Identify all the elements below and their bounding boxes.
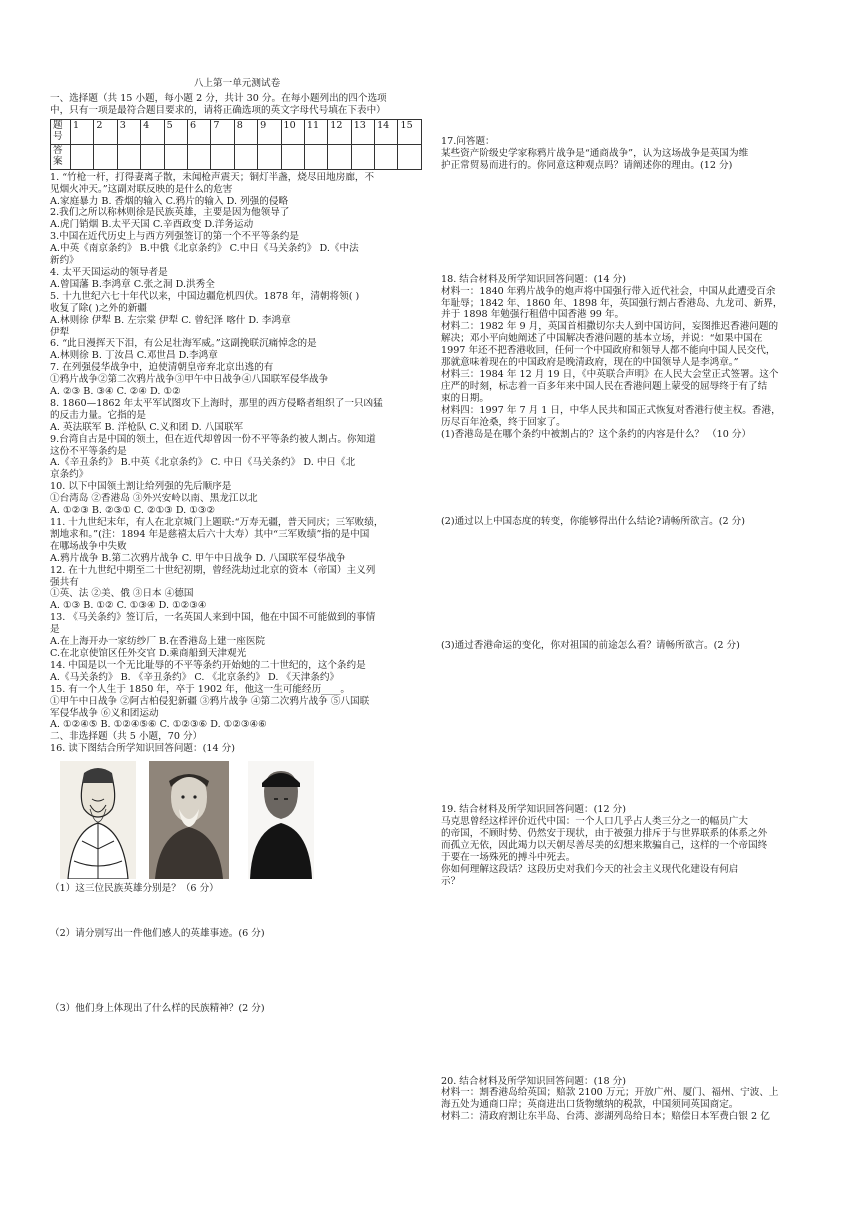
q20-line: 20. 结合材料及所学知识回答问题：(18 分) [441,1075,626,1087]
question-line: 15. 有一个人生于 1850 年，卒于 1902 年，他这一生可能经历____。 [50,683,350,695]
question-line: 7. 在列强侵华战争中，迫使清朝皇帝弃北京出逃的有 [50,362,274,374]
answer-cell[interactable] [304,144,327,169]
question-line: A.林则徐 B. 丁汝昌 C.邓世昌 D.李鸿章 [50,350,218,362]
question-line: 收复了除( )之外的新疆 [50,302,147,314]
question-line: A.家庭暴力 B. 香烟的输入 C.鸦片的输入 D. 列强的侵略 [50,195,289,207]
question-line: 6. “此日漫挥天下泪，有公足壮海军威。”这副挽联沉痛悼念的是 [50,338,317,350]
q16-part3: （3）他们身上体现出了什么样的民族精神？(2 分) [50,1002,265,1014]
answer-cell[interactable] [258,144,281,169]
question-line: 二、非选择题（共 5 小题，70 分） [50,731,203,743]
q18-line: 历尽百年沧桑，终于回家了。 [441,416,566,428]
answer-cell[interactable] [328,144,351,169]
q18-line: 年耻辱；1842 年、1860 年、1898 年，英国强行割占香港岛、九龙司、新界， [441,297,783,309]
table-cell: 6 [187,119,210,144]
table-cell: 4 [141,119,164,144]
question-line: A.《马关条约》 B. 《辛丑条约》 C. 《北京条约》 D. 《天津条约》 [50,671,340,683]
answer-cell[interactable] [187,144,210,169]
table-cell: 5 [164,119,187,144]
question-line: A. ②③ B. ③④ C. ②④ D. ①② [50,386,181,398]
q18-line: 并于 1898 年勉强行租借中国香港 99 年。 [441,309,625,321]
question-line: A.曾国藩 B.李鸿章 C.张之洞 D.洪秀全 [50,278,215,290]
question-line: ①台湾岛 ②香港岛 ③外兴安岭以南、黑龙江以北 [50,493,258,505]
table-cell: 12 [328,119,351,144]
table-cell: 13 [351,119,374,144]
question-line: ①鸦片战争②第二次鸦片战争③甲午中日战争④八国联军侵华战争 [50,374,329,386]
q18-line: 庄严的时刻，标志着一百多年来中国人民在香港问题上蒙受的屈辱终于有了结 [441,380,768,392]
question-line: A.《辛丑条约》 B.中英《北京条约》 C. 中日《马关条约》 D. 中日《北 [50,457,356,469]
question-line: 伊犁 [50,326,70,338]
answer-cell[interactable] [234,144,257,169]
q18-line: 那就意味着现在的中国政府是晚清政府，现在的中国领导人是李鸿章。” [441,357,739,369]
table-cell: 15 [398,119,422,144]
q19-line: 的帝国，不顾时势、仍然安于现状，由于被强力排斥于与世界联系的体系之外 [441,828,768,840]
question-line: ①甲午中日战争 ②阿古柏侵犯新疆 ③鸦片战争 ④第二次鸦片战争 ⑤八国联 [50,695,370,707]
q18-line: 材料一：1840 年鸦片战争的炮声将中国强行带入近代社会，中国从此遭受百余 [441,285,776,297]
question-line: 1. “竹枪一杆，打得妻离子散，未闻枪声震天；铜灯半盏，烧尽田地房廊，不 [50,171,375,183]
question-line: 京条约》 [50,469,89,481]
q18-part3: (3)通过香港命运的变化，你对祖国的前途怎么看？请畅所欲言。(2 分) [441,640,740,652]
question-line: 新约》 [50,255,79,267]
q19-line: 示？ [441,875,461,887]
question-line: 4. 太平天国运动的领导者是 [50,266,168,278]
answer-cell[interactable] [211,144,234,169]
q16-part2: （2）请分别写出一件他们感人的英雄事迹。(6 分) [50,928,265,940]
question-line: 11. 十九世纪末年，有人在北京城门上题联:“万寿无疆，普天同庆；三军败绩， [50,517,384,528]
question-line: A.鸦片战争 B.第二次鸦片战争 C. 甲午中日战争 D. 八国联军侵华战争 [50,552,346,564]
exam-title: 八上第一单元测试卷 [193,78,281,89]
question-line: 这份不平等条约是 [50,445,127,457]
table-row [51,144,422,169]
table-cell: 3 [117,119,140,144]
q20-line: 材料二：清政府割让东半岛、台湾、澎湖列岛给日本；赔偿日本军费白银 2 亿 [441,1111,770,1123]
question-line: 9.台湾自古是中国的领土，但在近代却曾因一份不平等条约被人割占。你知道 [50,433,376,445]
q18-line: 材料四：1997 年 7 月 1 日，中华人民共和国正式恢复对香港行使主权。香港， [441,404,781,416]
q20-line: 材料一：割香港岛给英国；赔款 2100 万元；开放广州、厦门、福州、宁波、上 [441,1087,779,1099]
q17-line: 17.问答题： [441,136,495,147]
question-line: A.虎门销烟 B.太平天国 C.辛酉政变 D.洋务运动 [50,219,254,231]
table-cell: 2 [94,119,117,144]
question-line: 12. 在十九世纪中期至二十世纪初期，曾经洗劫过北京的资本（帝国）主义列 [50,564,376,576]
answer-cell[interactable] [164,144,187,169]
q18-line: 18. 结合材料及所学知识回答问题：(14 分) [441,273,626,285]
left-column [50,0,424,1015]
answer-cell[interactable] [117,144,140,169]
answer-cell[interactable] [94,144,117,169]
portrait-zuo-zongtang [149,761,229,879]
table-cell: 11 [304,119,327,144]
question-17 [441,136,819,172]
question-line: A.在上海开办一家纺纱厂 B.在香港岛上建一座医院 [50,636,266,648]
question-line: 是 [50,624,60,636]
question-19 [441,804,819,887]
question-line: 强共有 [50,576,79,588]
q18-line: 材料三：1984 年 12 月 19 日，《中英联合声明》在人民大会堂正式签署。这个 [441,368,779,380]
question-line: 14. 中国是以一个无比耻辱的不平等条约开始她的二十世纪的，这个条约是 [50,659,366,671]
q19-line: 你如何理解这段话？这段历史对我们今天的社会主义现代化建设有何启 [441,863,739,875]
portrait-lin-zexu [60,761,136,879]
table-cell: 8 [234,119,257,144]
question-line: 在哪场战争中失败 [50,540,127,552]
question-18 [441,274,819,441]
q18-line: 解决；邓小平向她阐述了中国解决香港问题的基本立场，并说：“如果中国在 [441,333,763,345]
right-column [441,0,819,1123]
answer-cell[interactable] [71,144,94,169]
section1-line1: 一、选择题（共 15 小题，每小题 2 分，共计 30 分。在每小题列出的四个选项 [50,92,387,104]
question-line: A. ①②④⑤ B. ①②④⑤⑥ C. ①②③⑥ D. ①②③④⑥ [50,719,267,731]
question-line: 10. 以下中国领土割让给列强的先后顺序是 [50,481,232,493]
question-list [50,172,424,755]
q18-line: 1997 年还不把香港收回，任何一个中国政府和领导人都不能向中国人民交代， [441,345,776,357]
question-line: A. ①②③ B. ②③① C. ②①③ D. ①③② [50,505,216,517]
question-line: A.林则徐 伊犁 B. 左宗棠 伊犁 C. 曾纪泽 喀什 D. 李鸿章 [50,314,291,326]
q18-part2: (2)通过以上中国态度的转变，你能够得出什么结论?请畅所欲言。(2 分) [441,516,745,528]
answer-cell[interactable] [375,144,398,169]
question-line: 割地求和。”(注：1894 年是慈禧太后六十大寿）其中“三军败绩”指的是中国 [50,528,370,540]
table-cell: 10 [281,119,304,144]
answer-cell[interactable] [351,144,374,169]
question-line: 见烟火冲天。”这副对联反映的是什么的危害 [50,183,233,195]
q16-part1: （1）这三位民族英雄分别是？（6 分） [50,883,219,895]
table-header-cell: 题 号 [51,119,71,144]
q19-line: 而孤立无依，因此竭力以天朝尽善尽美的幻想来欺骗自己，这样的一个帝国终 [441,839,768,851]
question-line: 16. 读下图结合所学知识回答问题：(14 分) [50,743,235,755]
question-20 [441,1076,819,1124]
table-header-cell: 答 案 [51,144,71,169]
question-line: A. 英法联军 B. 洋枪队 C.义和团 D. 八国联军 [50,421,244,433]
question-line: 8. 1860—1862 年太平军试图攻下上海时，那里的西方侵略者组织了一只凶猛 [50,397,383,409]
table-cell: 7 [211,119,234,144]
question-line: 13. 《马关条约》签订后，一名英国人来到中国，他在中国不可能做到的事情 [50,612,376,624]
answer-cell[interactable] [281,144,304,169]
answer-table [50,119,422,170]
portrait-deng-shichang [248,761,314,879]
q18-line: (1)香港岛是在哪个条约中被割占的？这个条约的内容是什么？ （10 分） [441,428,752,440]
question-line: 2.我们之所以称林则徐是民族英雄，主要是因为他领导了 [50,207,290,219]
question-line: ①英、法 ②美、俄 ③日本 ④德国 [50,588,194,600]
question-line: C.在北京使馆区任外交官 D.乘商船到天津观光 [50,647,247,659]
question-line: A.中英《南京条约》 B.中俄《北京条约》 C.中日《马关条约》 D.《中法 [50,243,359,255]
table-cell: 9 [258,119,281,144]
q20-line: 海五处为通商口岸；英商进出口货物缴纳的税款，中国须同英国商定。 [441,1099,739,1111]
question-line: A. ①③ B. ①② C. ①③④ D. ①②③④ [50,600,207,612]
question-line: 军侵华战争 ⑥义和团运动 [50,707,159,719]
answer-cell[interactable] [141,144,164,169]
question-line: 5. 十九世纪六七十年代以来，中国边疆危机四伏。1878 年，清朝将领( ) [50,290,360,302]
q19-line: 19. 结合材料及所学知识回答问题：(12 分) [441,804,626,816]
section1-line2: 中，只有一项是最符合题目要求的，请将正确选项的英文字母代号填在下表中） [50,104,386,116]
question-line: 3.中国在近代历史上与西方列强签订的第一个不平等条约是 [50,231,299,243]
q19-line: 于要在一场殊死的搏斗中死去。 [441,851,576,863]
table-row [51,119,422,144]
table-cell: 1 [71,119,94,144]
portrait-row [50,761,424,879]
q18-line: 束的日期。 [441,392,489,404]
q17-line: 护正常贸易而进行的。你同意这种观点吗？请阐述你的理由。(12 分) [441,159,733,171]
q18-line: 材料二：1982 年 9 月，英国首相撒切尔夫人到中国访问，妄图推迟香港问题的 [441,321,779,333]
answer-cell[interactable] [398,144,422,169]
q17-line: 某些资产阶级史学家称鸦片战争是“通商战争”，认为这场战争是英国为维 [441,147,749,159]
q19-line: 马克思曾经这样评价近代中国：一个人口几乎占人类三分之一的幅员广大 [441,816,748,828]
question-line: 的反击力量。它指的是 [50,409,146,421]
table-cell: 14 [375,119,398,144]
